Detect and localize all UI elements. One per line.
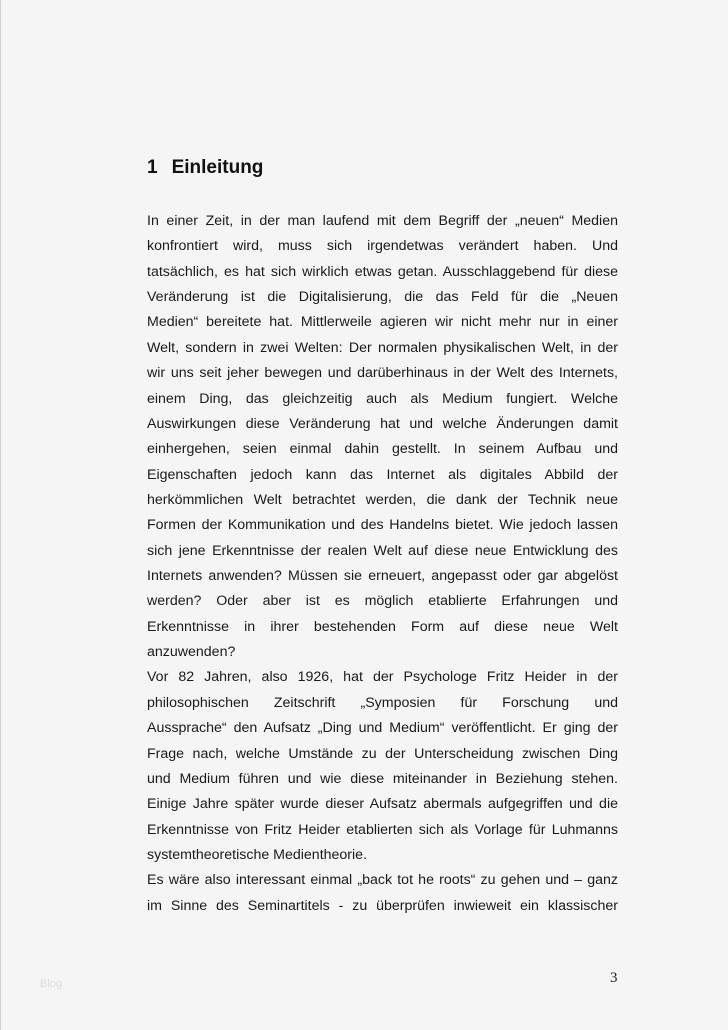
- text-line: Formen der Kommunikation und des Handelns bietet. Wie jedoch lassen: [147, 517, 618, 534]
- text-line: Erkenntnisse von Fritz Heider etablierten sich als Vorlage für Luhmanns: [147, 821, 618, 838]
- text-line: Frage nach, welche Umstände zu der Unterscheidung zwischen Ding: [147, 745, 618, 762]
- section-title: Einleitung: [171, 157, 264, 178]
- text-line: herkömmlichen Welt betrachtet werden, die dank der Technik neue: [147, 491, 618, 508]
- text-line: einhergehen, seien einmal dahin gestellt. In seinem Aufbau und: [147, 441, 618, 458]
- text-line: Einige Jahre später wurde dieser Aufsatz abermals aufgegriffen und die: [147, 796, 618, 813]
- text-line: Vor 82 Jahren, also 1926, hat der Psychologe Fritz Heider in der: [147, 669, 618, 686]
- text-line: Eigenschaften jedoch kann das Internet als digitales Abbild der: [147, 466, 618, 483]
- text-line: sich jene Erkenntnisse der realen Welt auf diese neue Entwicklung des: [147, 542, 618, 559]
- page-number: 3: [610, 970, 618, 986]
- text-line: im Sinne des Seminartitels - zu überprüfen inwieweit ein klassischer: [147, 897, 618, 914]
- section-heading: [147, 157, 263, 179]
- text-line: Aussprache“ den Aufsatz „Ding und Medium“ veröffentlicht. Er ging der: [147, 720, 618, 737]
- text-line: tatsächlich, es hat sich wirklich etwas getan. Ausschlaggebend für diese: [147, 263, 618, 280]
- text-line: wir uns seit jeher bewegen und darüberhinaus in der Welt des Internets,: [147, 365, 618, 382]
- text-line: und Medium führen und wie diese miteinander in Beziehung stehen.: [147, 770, 618, 787]
- text-line: konfrontiert wird, muss sich irgendetwas verändert haben. Und: [147, 238, 618, 255]
- text-line: werden? Oder aber ist es möglich etablierte Erfahrungen und: [147, 593, 618, 610]
- text-line: philosophischen Zeitschrift „Symposien für Forschung und: [147, 694, 618, 711]
- text-line: Medien“ bereitete hat. Mittlerweile agieren wir nicht mehr nur in einer: [147, 314, 618, 331]
- text-line: Auswirkungen diese Veränderung hat und welche Änderungen damit: [147, 415, 618, 432]
- body-text: [147, 210, 618, 920]
- text-line: Veränderung ist die Digitalisierung, die das Feld für die „Neuen: [147, 289, 618, 306]
- text-line: systemtheoretische Medientheorie.: [147, 846, 368, 863]
- text-line: Internets anwenden? Müssen sie erneuert, angepasst oder gar abgelöst: [147, 568, 618, 585]
- section-number: 1: [147, 157, 158, 178]
- text-line: anzuwenden?: [147, 644, 236, 661]
- text-line: In einer Zeit, in der man laufend mit dem Begriff der „neuen“ Medien: [147, 213, 618, 229]
- watermark: Blog: [40, 978, 63, 990]
- text-line: Es wäre also interessant einmal „back tot he roots“ zu gehen und – ganz: [147, 872, 618, 889]
- text-line: Erkenntnisse in ihrer bestehenden Form auf diese neue Welt: [147, 618, 618, 635]
- text-line: einem Ding, das gleichzeitig auch als Medium fungiert. Welche: [147, 390, 618, 407]
- text-line: Welt, sondern in zwei Welten: Der normalen physikalischen Welt, in der: [147, 339, 618, 356]
